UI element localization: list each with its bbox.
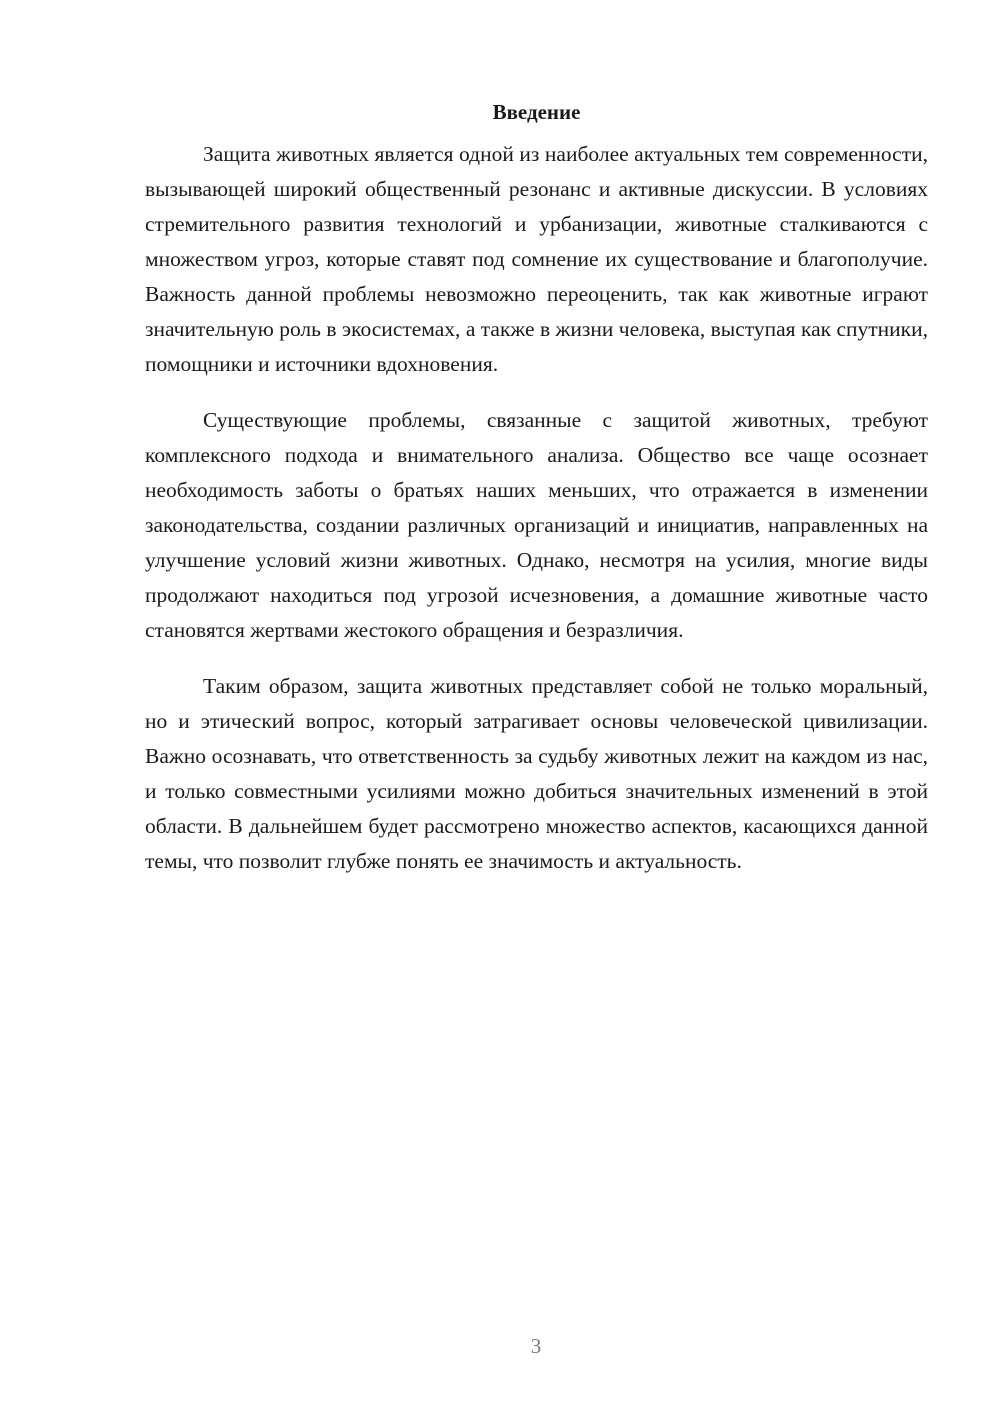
paragraph-3: Таким образом, защита животных представляет собой не только моральный, но и этический вопрос, который затрагивает основы человеческой цивилизации. Важно осознавать, что ответственность за судьбу животных лежит на каждом из нас, и только совместными усилиями можно добиться значительных изменений в этой области. В дальнейшем будет рассмотрено множество аспектов, касающихся данной темы, что позволит глубже понять ее значимость и актуальность. (145, 674, 928, 873)
section-title: Введение (492, 100, 581, 124)
page-number: 3 (530, 1334, 542, 1358)
paragraph-2: Существующие проблемы, связанные с защитой животных, требуют комплексного подхода и внимательного анализа. Общество все чаще осознает необходимость заботы о братьях наших меньших, что отражается в изменении законодательства, создании различных организаций и инициатив, направленных на улучшение условий жизни животных. Однако, несмотря на усилия, многие виды продолжают находиться под угрозой исчезновения, а домашние животные часто становятся жертвами жестокого обращения и безразличия. (145, 408, 928, 642)
paragraph-1: Защита животных является одной из наиболее актуальных тем современности, вызывающей широкий общественный резонанс и активные дискуссии. В условиях стремительного развития технологий и урбанизации, животные сталкиваются с множеством угроз, которые ставят под сомнение их существование и благополучие. Важность данной проблемы невозможно переоценить, так как животные играют значительную роль в экосистемах, а также в жизни человека, выступая как спутники, помощники и источники вдохновения. (145, 142, 928, 376)
page-content (145, 96, 928, 879)
